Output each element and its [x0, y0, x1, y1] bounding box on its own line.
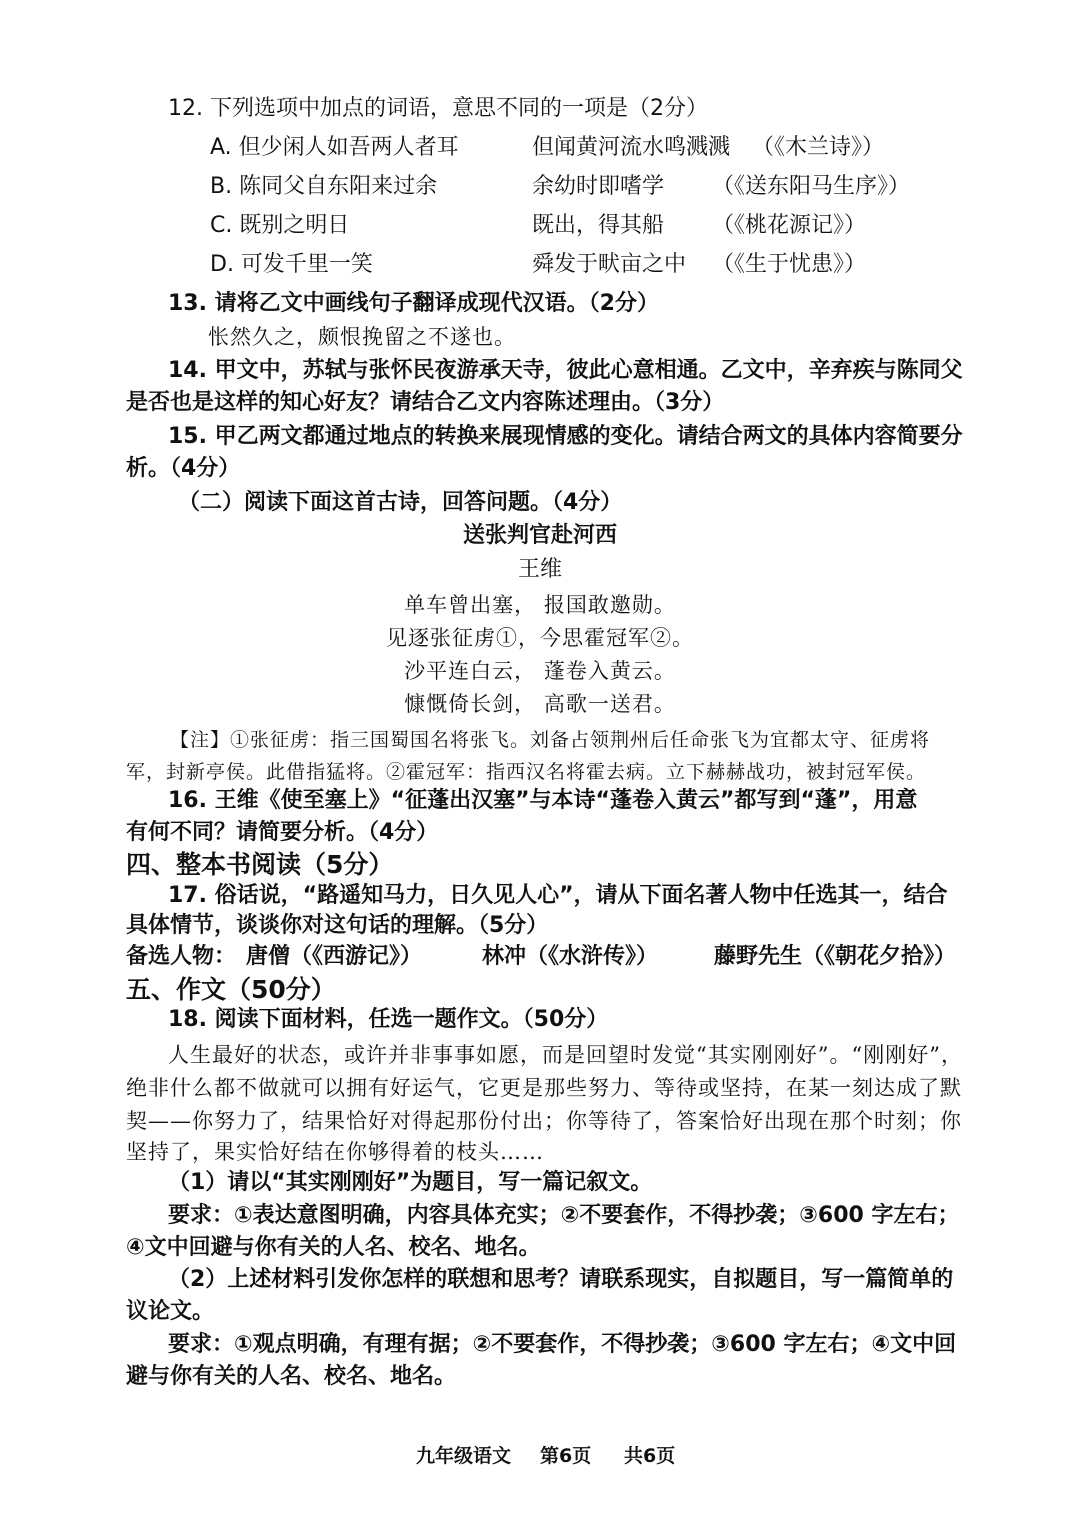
- q12-option-a-left: A. 但少闲人如吾两人者耳: [210, 135, 459, 160]
- material-line-1: 人生最好的状态，或许并非事事如愿，而是回望时发觉“其实刚刚好”。“刚刚好”，: [168, 1043, 963, 1067]
- question-14-line-1: 14. 甲文中，苏轼与张怀民夜游承天寺，彼此心意相通。乙文中，辛弃疾与陈同父: [168, 358, 963, 383]
- footer-subject: 九年级语文: [416, 1445, 512, 1467]
- poem-section-heading: （二）阅读下面这首古诗，回答问题。（4分）: [178, 490, 623, 515]
- q12-option-a-right: 但闻黄河流水鸣溅溅: [532, 135, 731, 160]
- question-13-stem: 13. 请将乙文中画线句子翻译成现代汉语。（2分）: [168, 291, 659, 316]
- candidate-fujino: 藤野先生（《朝花夕拾》）: [714, 944, 957, 969]
- poem-line-3: 沙平连白云， 蓬卷入黄云。: [404, 659, 676, 683]
- q12-option-d-right: 舜发于畎亩之中: [532, 252, 687, 277]
- q12-option-c-right: 既出，得其船: [532, 213, 665, 238]
- q12-option-c-source: （《桃花源记》）: [712, 213, 867, 238]
- candidates-label: 备选人物：: [126, 944, 237, 969]
- poem-title: 送张判官赴河西: [462, 523, 617, 548]
- q12-option-a-source: （《木兰诗》）: [752, 135, 885, 160]
- question-16-line-1: 16. 王维《使至塞上》“征蓬出汉塞”与本诗“蓬卷入黄云”都写到“蓬”，用意: [168, 788, 918, 813]
- q12-option-b-right: 余幼时即嗜学: [532, 174, 665, 199]
- question-12-stem: 12. 下列选项中加点的词语，意思不同的一项是（2分）: [168, 96, 708, 121]
- poem-line-1: 单车曾出塞， 报国敢邀勋。: [404, 593, 676, 617]
- question-15-line-1: 15. 甲乙两文都通过地点的转换来展现情感的变化。请结合两文的具体内容简要分: [168, 424, 963, 449]
- q12-option-b-left: B. 陈同父自东阳来过余: [210, 174, 438, 199]
- q12-option-b-source: （《送东阳马生序》）: [712, 174, 911, 199]
- poem-author: 王维: [517, 557, 562, 582]
- q12-option-c-left: C. 既别之明日: [210, 213, 350, 238]
- question-15-line-2: 析。（4分）: [126, 456, 241, 481]
- poem-note-line-2: 军，封新亭侯。此借指猛将。②霍冠军：指西汉名将霍去病。立下赫赫战功，被封冠军侯。: [126, 761, 927, 783]
- candidate-linchong: 林冲（《水浒传》）: [482, 944, 659, 969]
- question-18-stem: 18. 阅读下面材料，任选一题作文。（50分）: [168, 1007, 609, 1032]
- poem-line-4: 慷慨倚长剑， 高歌一送君。: [404, 692, 676, 716]
- poem-note-line-1: 【注】①张征虏：指三国蜀国名将张飞。刘备占领荆州后任命张飞为宜都太守、征虏将: [170, 729, 931, 751]
- task-1: （1）请以“其实刚刚好”为题目，写一篇记叙文。: [168, 1170, 653, 1195]
- q12-option-d-source: （《生于忧患》）: [712, 252, 867, 277]
- material-line-3: 契——你努力了，结果恰好对得起那份付出；你等待了，答案恰好出现在那个时刻；你: [126, 1109, 962, 1133]
- question-16-line-2: 有何不同？请简要分析。（4分）: [126, 820, 439, 845]
- q12-option-d-left: D. 可发千里一笑: [210, 252, 373, 277]
- question-17-line-1: 17. 俗话说，“路遥知马力，日久见人心”，请从下面名著人物中任选其一，结合: [168, 883, 948, 908]
- section-4-heading: 四、整本书阅读（5分）: [126, 850, 394, 879]
- section-5-heading: 五、作文（50分）: [126, 975, 336, 1004]
- candidate-tangseng: 唐僧（《西游记》）: [246, 944, 423, 969]
- footer-page: 第6页: [540, 1445, 592, 1467]
- question-13-sentence: 怅然久之，颇恨挽留之不遂也。: [208, 325, 516, 349]
- poem-line-2: 见逐张征虏①，今思霍冠军②。: [386, 626, 694, 650]
- question-14-line-2: 是否也是这样的知心好友？请结合乙文内容陈述理由。（3分）: [126, 390, 725, 415]
- requirement-1-line-1: 要求：①表达意图明确，内容具体充实；②不要套作，不得抄袭；③600 字左右；: [168, 1203, 960, 1228]
- material-line-4: 坚持了，果实恰好结在你够得着的枝头……: [126, 1140, 544, 1164]
- footer-total: 共6页: [624, 1445, 676, 1467]
- question-17-line-2: 具体情节，谈谈你对这句话的理解。（5分）: [126, 913, 549, 938]
- requirement-2-line-1: 要求：①观点明确，有理有据；②不要套作，不得抄袭；③600 字左右；④文中回: [168, 1332, 957, 1357]
- task-2-line-2: 议论文。: [126, 1299, 215, 1324]
- material-line-2: 绝非什么都不做就可以拥有好运气，它更是那些努力、等待或坚持，在某一刻达成了默: [126, 1076, 962, 1100]
- requirement-1-line-2: ④文中回避与你有关的人名、校名、地名。: [126, 1235, 541, 1260]
- task-2-line-1: （2）上述材料引发你怎样的联想和思考？请联系现实，自拟题目，写一篇简单的: [168, 1267, 954, 1292]
- requirement-2-line-2: 避与你有关的人名、校名、地名。: [126, 1364, 457, 1389]
